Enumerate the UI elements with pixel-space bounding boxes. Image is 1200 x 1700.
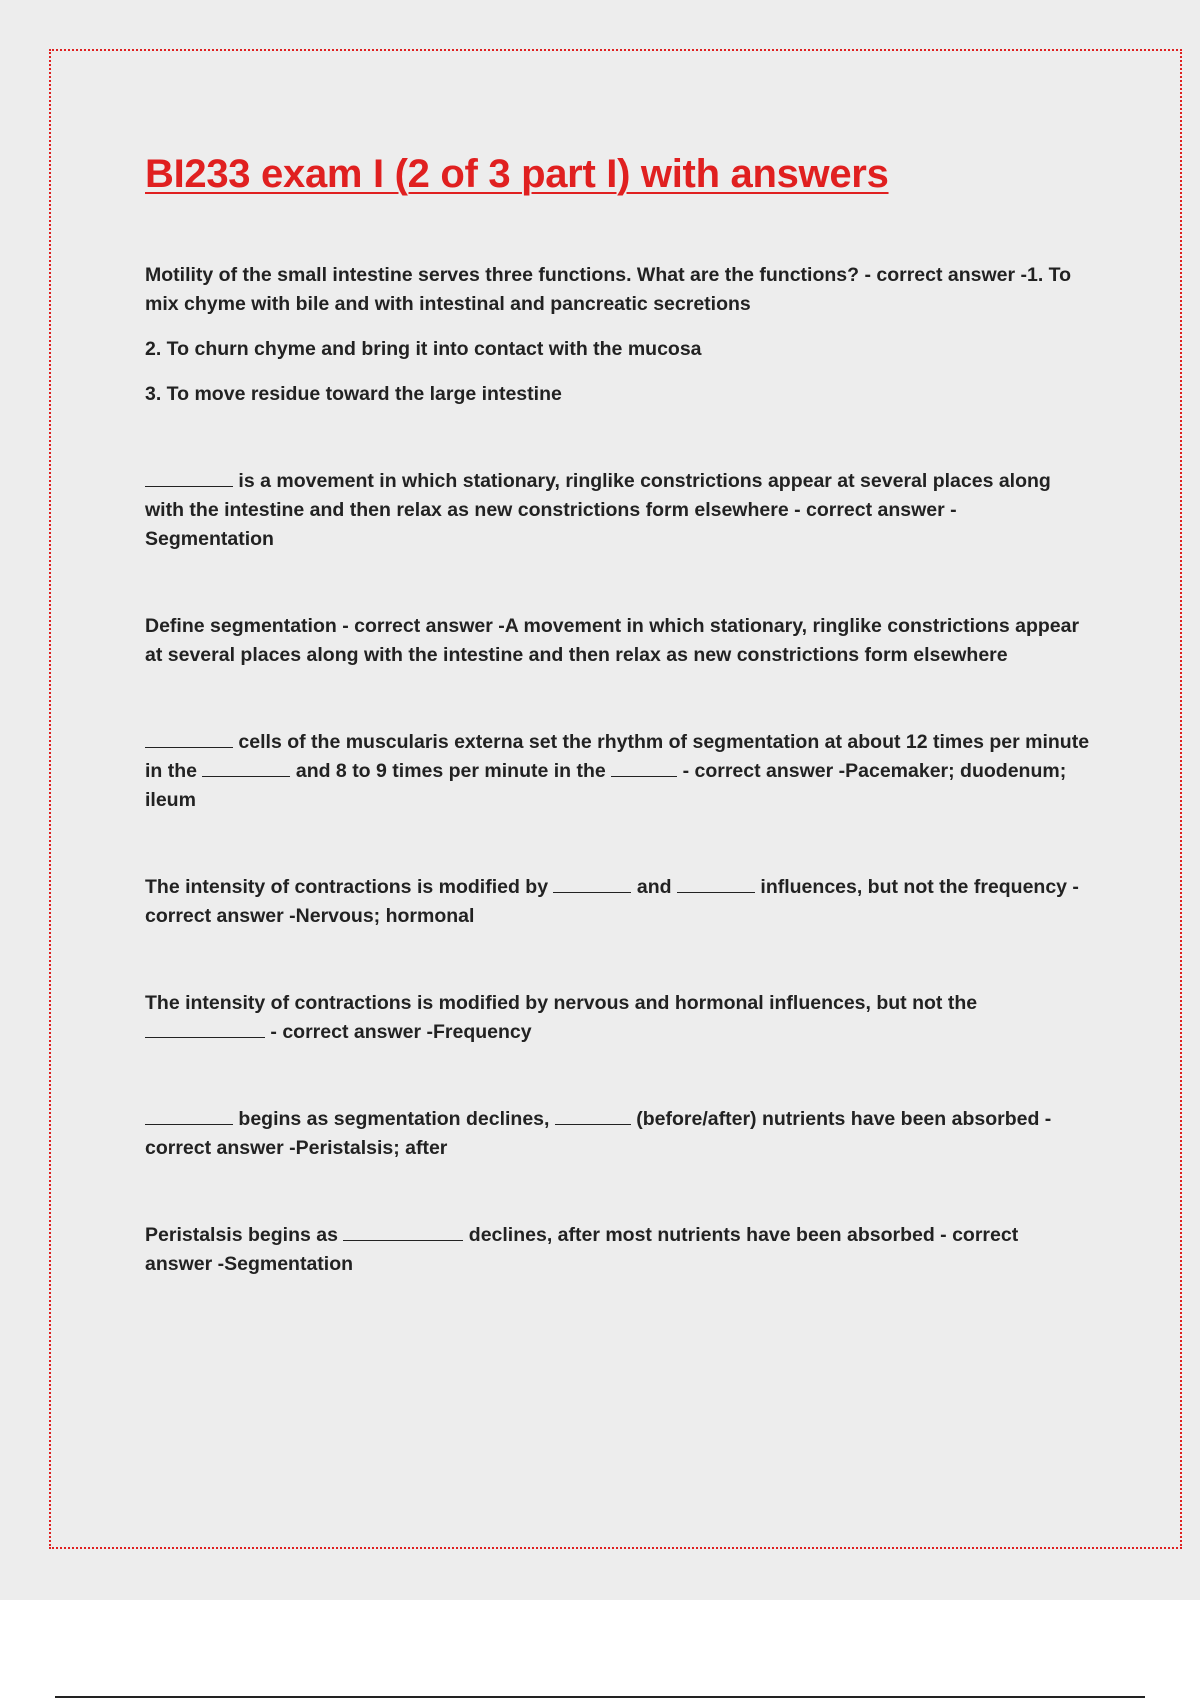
qa-item <box>145 1105 1090 1163</box>
qa-text: The intensity of contractions is modified by <box>145 876 549 898</box>
qa-text: - correct answer -Frequency <box>270 1021 532 1043</box>
qa-text: cells of the muscularis externa set the rhythm of segmentation at about 12 times per minute in the <box>145 731 1090 782</box>
document-title: BI233 exam I (2 of 3 part I) with answers <box>145 152 889 196</box>
qa-text: and 8 to 9 times per minute in the <box>295 760 606 782</box>
answer-blank <box>553 874 631 893</box>
qa-text: 2. To churn chyme and bring it into contact with the mucosa <box>145 338 702 360</box>
qa-item <box>145 1221 1090 1279</box>
qa-text: The intensity of contractions is modified by nervous and hormonal influences, but not the <box>145 992 978 1014</box>
answer-blank <box>202 758 290 777</box>
qa-text: declines, after most nutrients have been absorbed - correct answer -Segmentation <box>145 1224 1019 1275</box>
qa-item <box>145 261 1090 409</box>
answer-blank <box>677 874 755 893</box>
answer-blank <box>145 1019 265 1038</box>
qa-item <box>145 989 1090 1047</box>
qa-text: 3. To move residue toward the large intestine <box>145 383 562 405</box>
qa-item <box>145 467 1090 554</box>
answer-blank <box>343 1222 463 1241</box>
qa-text: Peristalsis begins as <box>145 1224 338 1246</box>
page-divider-line <box>55 1696 1145 1698</box>
qa-text: influences, but not the frequency - correct answer -Nervous; hormonal <box>145 876 1079 927</box>
qa-item <box>145 873 1090 931</box>
qa-item <box>145 612 1090 670</box>
qa-text: is a movement in which stationary, ringlike constrictions appear at several places along with the intestine and then relax as new constrictions form elsewhere - correct answer - Segmentation <box>145 470 1051 550</box>
qa-text: Motility of the small intestine serves three functions. What are the functions? - correct answer -1. To mix chyme with bile and with intestinal and pancreatic secretions <box>145 264 1072 315</box>
qa-text: - correct answer -Pacemaker; duodenum; ileum <box>145 760 1067 811</box>
qa-text: (before/after) nutrients have been absorbed - correct answer -Peristalsis; after <box>145 1108 1052 1159</box>
answer-blank <box>145 468 233 487</box>
qa-text: begins as segmentation declines, <box>238 1108 550 1130</box>
qa-text: and <box>636 876 672 898</box>
document-content <box>145 140 1090 1337</box>
qa-text: Define segmentation - correct answer -A movement in which stationary, ringlike constrictions appear at several places along with the intestine and then relax as new constrictions form elsewhere <box>145 615 1080 666</box>
answer-blank <box>145 1106 233 1125</box>
answer-blank <box>145 729 233 748</box>
qa-item <box>145 728 1090 815</box>
answer-blank <box>611 758 677 777</box>
answer-blank <box>555 1106 631 1125</box>
